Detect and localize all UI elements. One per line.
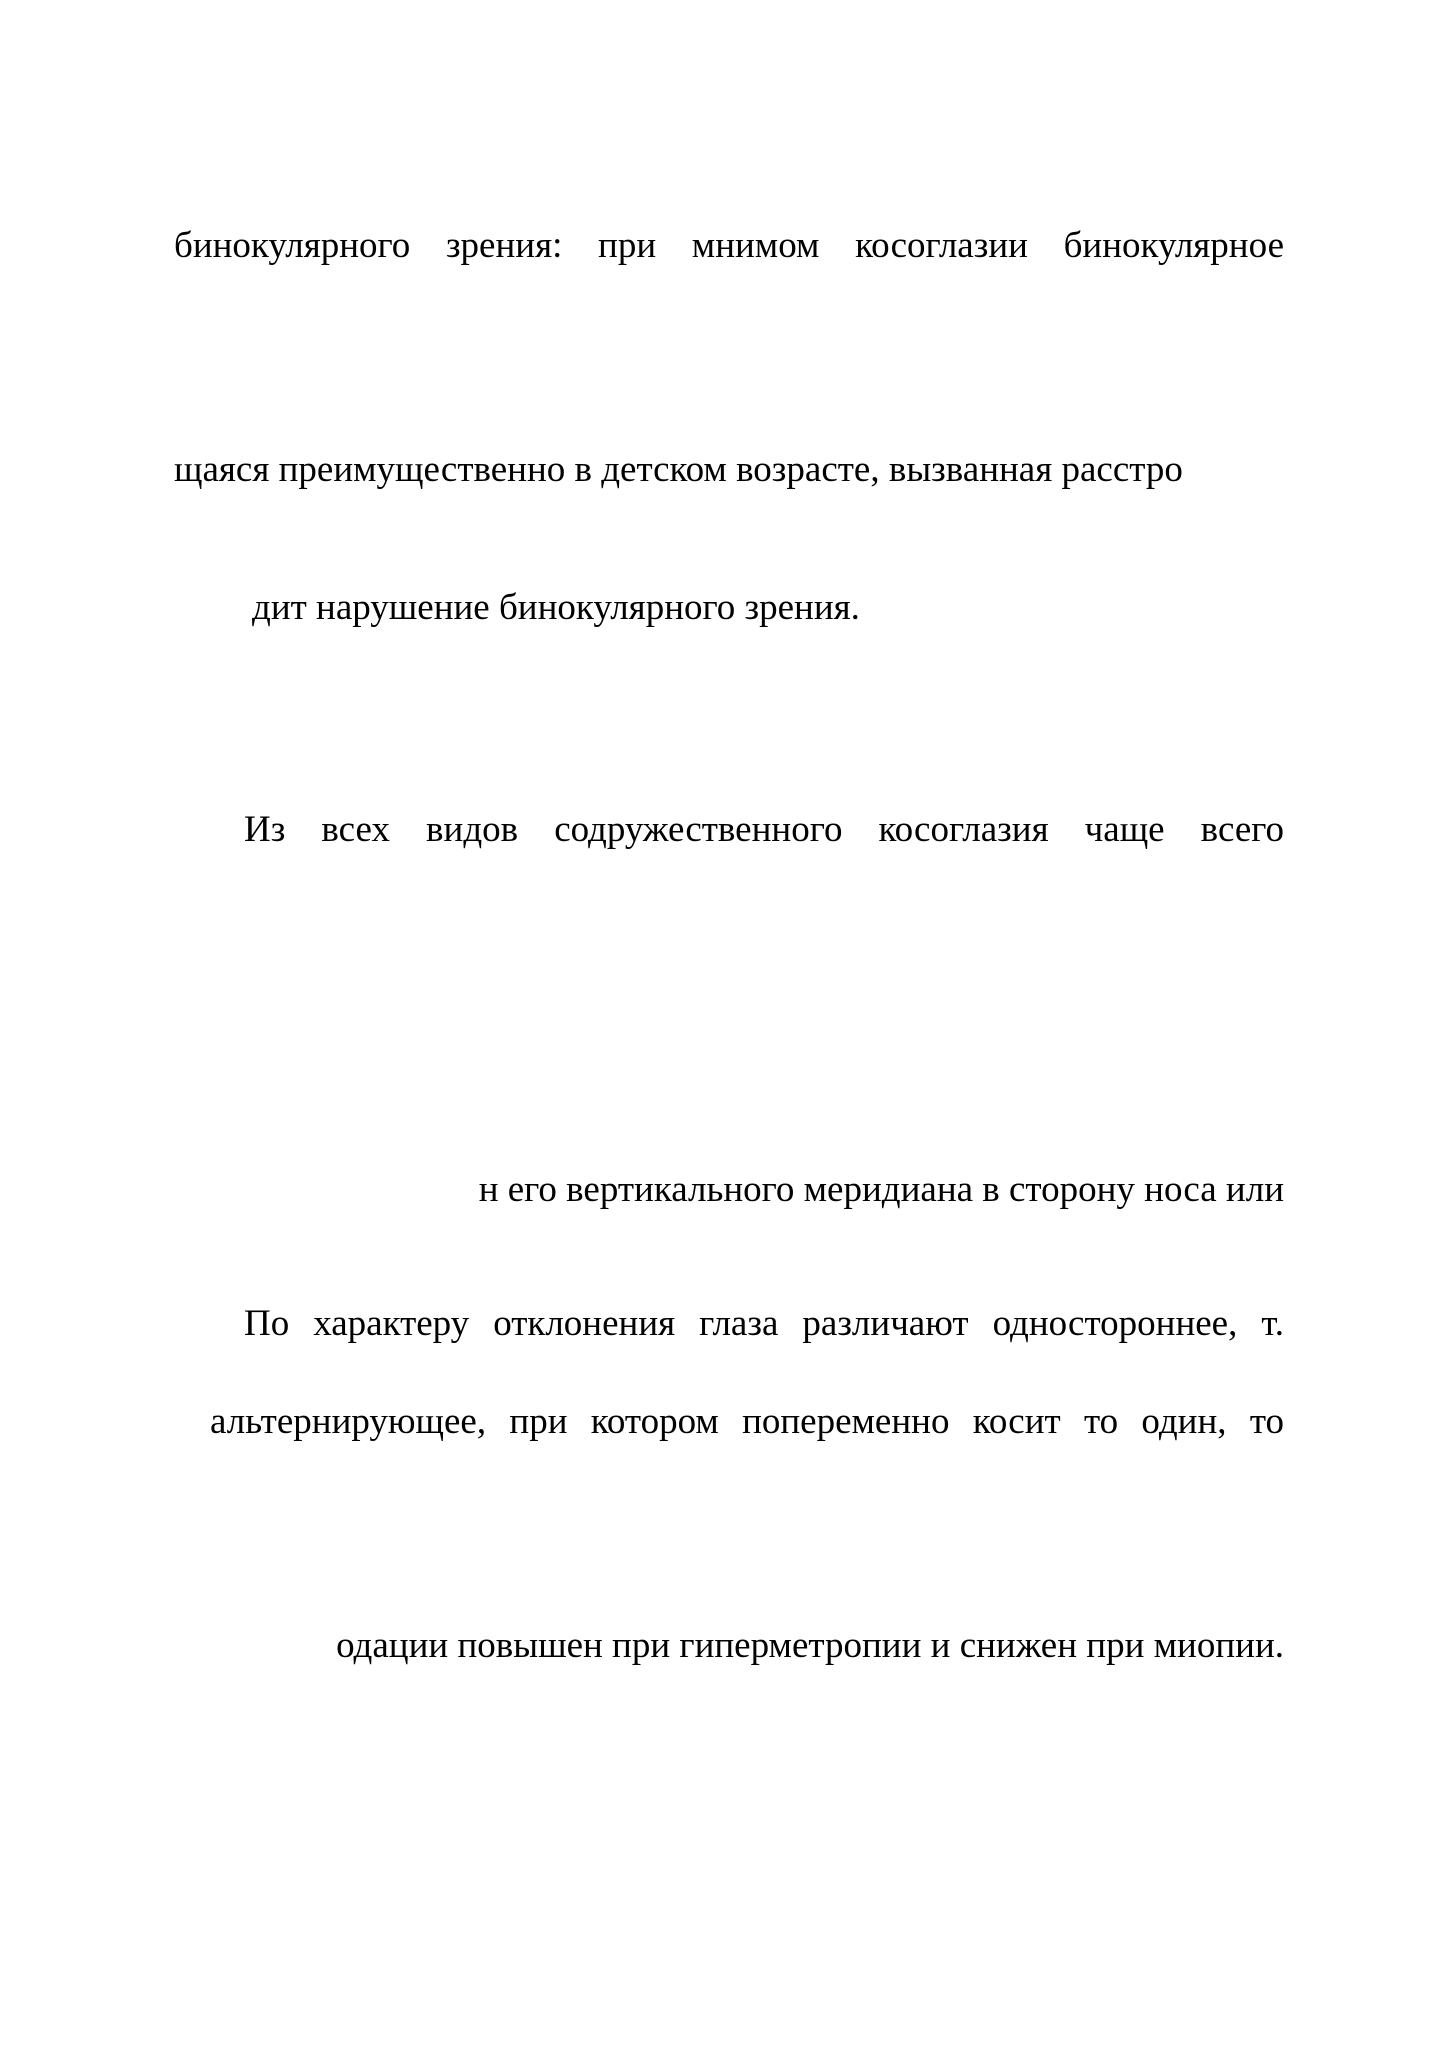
text-line: одации повышен при гиперметропии и снижен при миопии. bbox=[336, 1625, 1284, 1666]
text-line: альтернирующее, при котором попеременно косит то один, то bbox=[210, 1401, 1284, 1442]
text-line: бинокулярного зрения: при мнимом косоглазии бинокулярное bbox=[174, 225, 1284, 266]
text-line: По характеру отклонения глаза различают одностороннее, т. bbox=[244, 1303, 1284, 1344]
text-line: Из всех видов содружественного косоглазия чаще всего bbox=[244, 809, 1284, 850]
text-line: дит нарушение бинокулярного зрения. bbox=[252, 587, 860, 628]
text-line: щаяся преимущественно в детском возрасте, вызванная расстро bbox=[174, 449, 1183, 490]
text-line: н его вертикального меридиана в сторону носа или bbox=[478, 1169, 1284, 1210]
